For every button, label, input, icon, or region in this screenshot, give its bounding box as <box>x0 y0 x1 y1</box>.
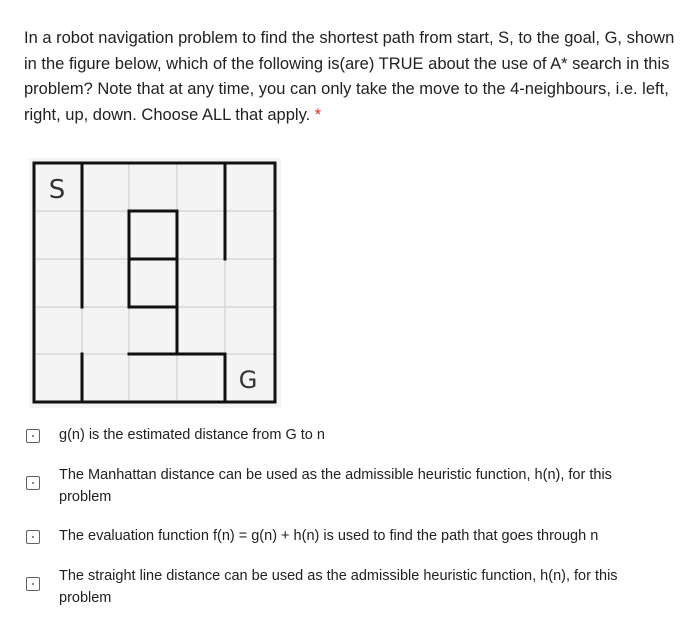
maze-figure <box>29 158 281 408</box>
checkbox[interactable] <box>26 530 40 544</box>
option-label[interactable]: The straight line distance can be used as the admissible heuristic function, h(n), for this problem <box>59 568 618 606</box>
question-body: In a robot navigation problem to find the shortest path from start, S, to the goal, G, shown in the figure below, which of the following is(are) TRUE about the use of A* search in this problem? Note that at any time, you can only take the move to the 4-neighbours, i.e. left, right, up, down. Choose ALL that apply. <box>24 29 675 124</box>
maze-grid <box>29 158 281 408</box>
option-label[interactable]: g(n) is the estimated distance from G to n <box>59 427 325 443</box>
required-marker: * <box>314 105 322 124</box>
start-label: S <box>48 175 66 205</box>
checkbox[interactable] <box>26 476 40 490</box>
option-label[interactable]: The evaluation function f(n) = g(n) + h(n) is used to find the path that goes through n <box>59 528 599 544</box>
question-text <box>24 26 676 128</box>
goal-label: G <box>238 366 258 394</box>
option-label[interactable]: The Manhattan distance can be used as the admissible heuristic function, h(n), for this problem <box>59 467 612 505</box>
checkbox[interactable] <box>26 429 40 443</box>
checkbox[interactable] <box>26 577 40 591</box>
